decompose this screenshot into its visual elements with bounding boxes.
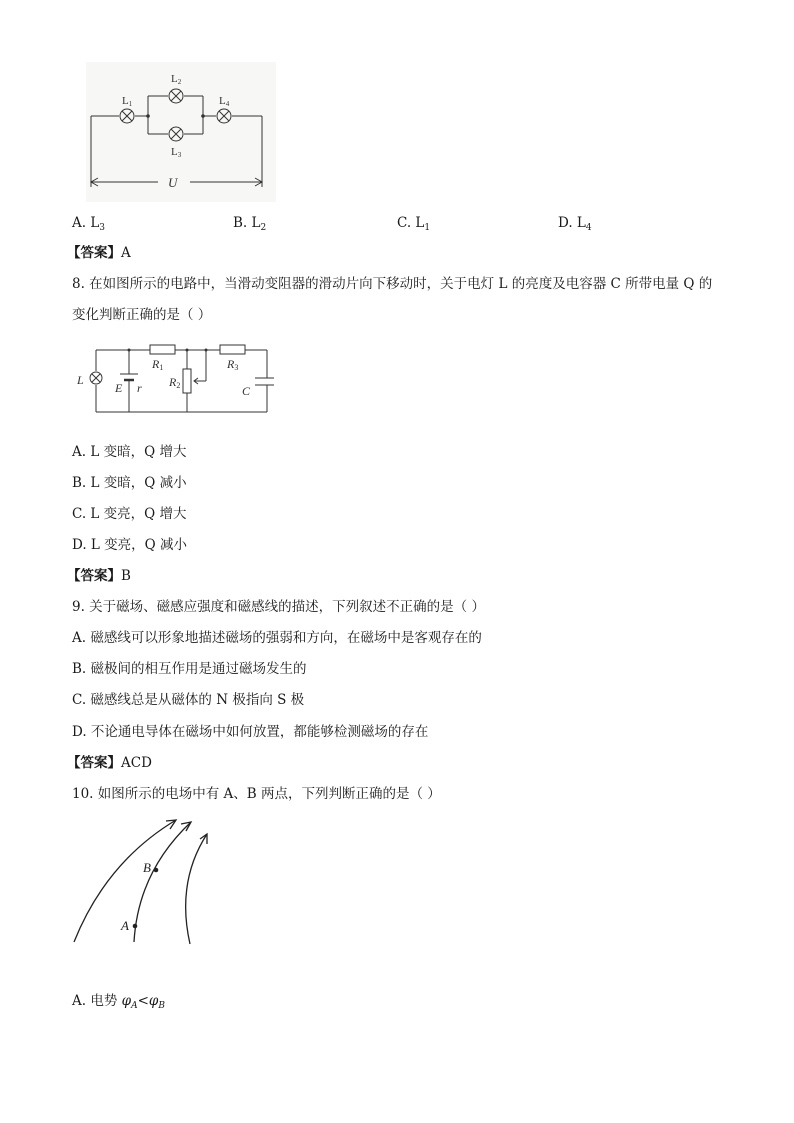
q8-stem-line1: 8. 在如图所示的电路中，当滑动变阻器的滑动片向下移动时，关于电灯 L 的亮度及电容器 C 所带电量 Q 的 bbox=[72, 276, 713, 292]
q7-circuit-diagram bbox=[86, 62, 276, 202]
r2-symbol bbox=[183, 369, 191, 393]
q8-option-d: D. L 变亮，Q 减小 bbox=[72, 537, 188, 553]
voltage-label: U bbox=[168, 175, 178, 190]
internal-r-label: r bbox=[137, 381, 142, 395]
lamp-l-symbol bbox=[90, 372, 102, 384]
q9-option-d: D. 不论通电导体在磁场中如何放置，都能够检测磁场的存在 bbox=[72, 724, 429, 740]
point-a-dot bbox=[133, 924, 138, 929]
q7-option-b: B. $L_2$ bbox=[233, 215, 267, 233]
lamp-l1-label: L1 bbox=[122, 95, 133, 108]
q9-answer: 【答案】ACD bbox=[67, 755, 152, 771]
point-b-label: B bbox=[143, 860, 151, 875]
r3-symbol bbox=[220, 345, 245, 354]
r1-label: R1 bbox=[152, 357, 164, 372]
q10-option-a: A. 电势 $\varphi_A<\varphi_B$ bbox=[72, 993, 165, 1011]
q10-electric-field-diagram bbox=[66, 812, 226, 952]
lamp-l4-label: L4 bbox=[219, 95, 230, 108]
lamp-l3-label: L3 bbox=[171, 146, 182, 159]
q8-option-a: A. L 变暗，Q 增大 bbox=[72, 444, 187, 460]
q7-option-a: A. $L_3$ bbox=[72, 215, 106, 233]
q9-option-a: A. 磁感线可以形象地描述磁场的强弱和方向，在磁场中是客观存在的 bbox=[72, 630, 482, 646]
point-a-label: A bbox=[121, 918, 129, 933]
q10-stem: 10. 如图所示的电场中有 A、B 两点，下列判断正确的是（ ） bbox=[72, 786, 441, 802]
r2-label: R2 bbox=[169, 375, 181, 390]
r1-symbol bbox=[150, 345, 175, 354]
q7-answer: 【答案】A bbox=[67, 245, 131, 261]
emf-e-label: E bbox=[115, 381, 123, 395]
q9-option-b: B. 磁极间的相互作用是通过磁场发生的 bbox=[72, 661, 307, 677]
q8-answer: 【答案】B bbox=[67, 568, 131, 584]
lamp-l2-label: L2 bbox=[171, 73, 182, 86]
q8-option-b: B. L 变暗，Q 减小 bbox=[72, 475, 187, 491]
q9-stem: 9. 关于磁场、磁感应强度和磁感线的描述，下列叙述不正确的是（ ） bbox=[72, 599, 485, 615]
capacitor-c-label: C bbox=[242, 384, 251, 398]
field-line-middle bbox=[134, 822, 191, 942]
lamp-l-label: L bbox=[77, 373, 84, 387]
q8-circuit-diagram bbox=[74, 340, 274, 418]
q9-option-c: C. 磁感线总是从磁体的 N 极指向 S 极 bbox=[72, 692, 305, 708]
field-line-right bbox=[186, 834, 207, 944]
q7-option-d: D. $L_4$ bbox=[558, 215, 592, 233]
point-b-dot bbox=[154, 868, 159, 873]
q7-option-c: C. $L_1$ bbox=[397, 215, 431, 233]
q8-stem-line2: 变化判断正确的是（ ） bbox=[72, 307, 212, 323]
r3-label: R3 bbox=[227, 357, 239, 372]
q8-option-c: C. L 变亮，Q 增大 bbox=[72, 506, 187, 522]
